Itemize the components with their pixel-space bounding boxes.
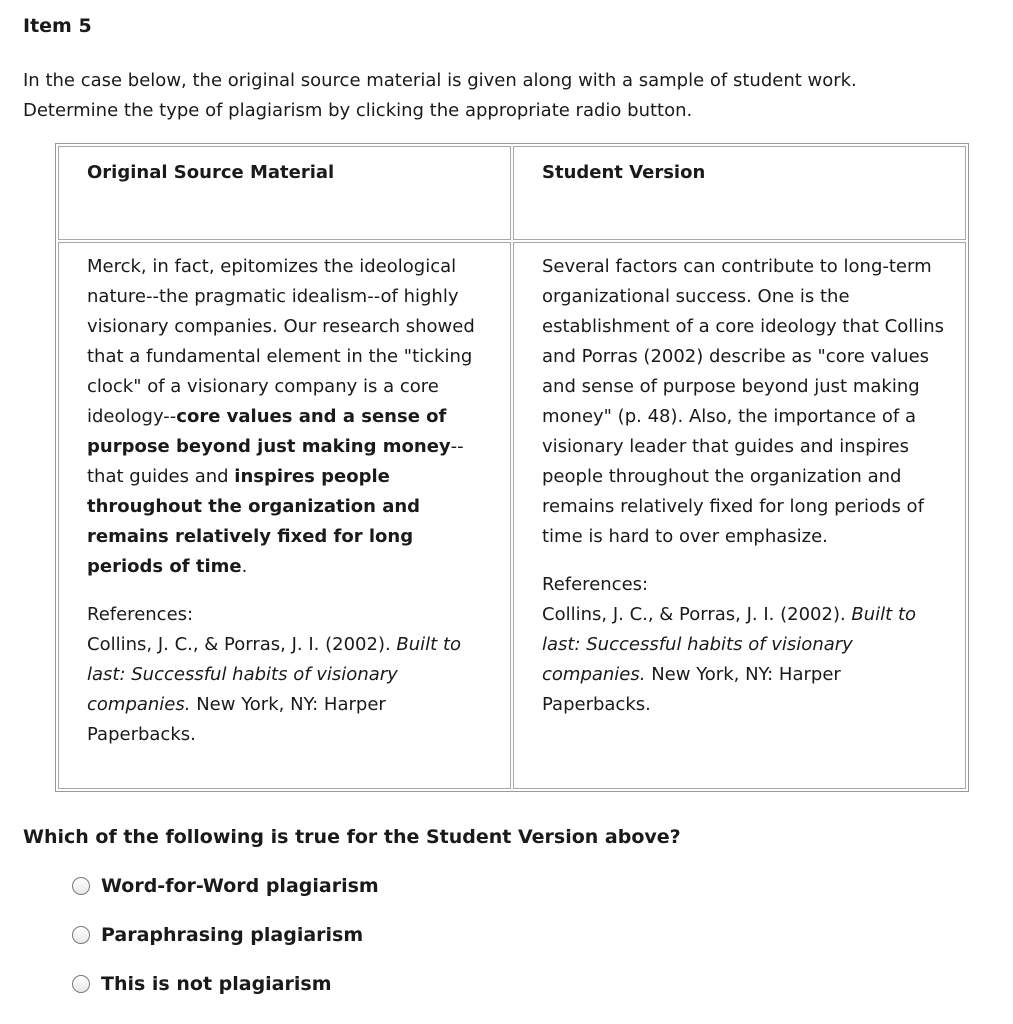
- item-title: Item 5: [23, 15, 92, 37]
- original-text-plain-2: --that guides and: [87, 436, 464, 487]
- table-header-row: [58, 146, 966, 240]
- instructions-line-1: In the case below, the original source material is given along with a sample of student work.: [23, 70, 857, 91]
- original-text-plain-1: Merck, in fact, epitomizes the ideological nature--the pragmatic idealism--of highly visionary companies. Our research showed that a fundamental element in the "ticking clock" of a visionary company is a core ideology--: [87, 256, 475, 427]
- student-reference-title: Built to last: Successful habits of visionary companies.: [542, 604, 917, 685]
- option-paraphrasing[interactable]: [72, 921, 379, 949]
- original-reference-title: Built to last: Successful habits of visionary companies.: [87, 634, 462, 715]
- student-references: [542, 570, 947, 720]
- option-not-plagiarism[interactable]: [72, 970, 379, 998]
- question-prompt: Which of the following is true for the Student Version above?: [23, 826, 681, 848]
- original-reference-authors: Collins, J. C., & Porras, J. I. (2002).: [87, 634, 397, 655]
- original-source-cell: [58, 242, 511, 789]
- original-references-label: References:: [87, 604, 194, 625]
- student-reference-publisher: New York, NY: Harper Paperbacks.: [542, 664, 841, 715]
- original-source-header: Original Source Material: [58, 146, 511, 240]
- student-reference-authors: Collins, J. C., & Porras, J. I. (2002).: [542, 604, 852, 625]
- student-version-text: Several factors can contribute to long-term organizational success. One is the establishment of a core ideology that Collins and Porras (2002) describe as "core values and sense of purpose beyond just making money" (p. 48). Also, the importance of a visionary leader that guides and inspires people throughout the organization and remains relatively fixed for long periods of time is hard to over emphasize.: [542, 256, 945, 547]
- table-body-row: [58, 242, 966, 789]
- instructions-line-2: Determine the type of plagiarism by clicking the appropriate radio button.: [23, 100, 693, 121]
- original-source-text: [87, 252, 492, 582]
- instructions: [23, 66, 993, 126]
- option-label-word-for-word[interactable]: Word-for-Word plagiarism: [101, 875, 379, 897]
- student-references-label: References:: [542, 574, 649, 595]
- student-version-cell: [513, 242, 966, 789]
- original-references: [87, 600, 492, 750]
- radio-word-for-word[interactable]: [72, 877, 90, 895]
- original-reference-publisher: New York, NY: Harper Paperbacks.: [87, 694, 386, 745]
- student-version-header: Student Version: [513, 146, 966, 240]
- original-text-bold-1: core values and a sense of purpose beyond just making money: [87, 406, 451, 457]
- option-label-not-plagiarism[interactable]: This is not plagiarism: [101, 973, 332, 995]
- answer-options: [72, 872, 379, 1019]
- original-text-plain-3: .: [241, 556, 248, 577]
- original-text-bold-2: inspires people throughout the organization and remains relatively fixed for long periods of time: [87, 466, 421, 577]
- option-label-paraphrasing[interactable]: Paraphrasing plagiarism: [101, 924, 364, 946]
- radio-paraphrasing[interactable]: [72, 926, 90, 944]
- radio-not-plagiarism[interactable]: [72, 975, 90, 993]
- option-word-for-word[interactable]: [72, 872, 379, 900]
- comparison-table: [55, 143, 969, 792]
